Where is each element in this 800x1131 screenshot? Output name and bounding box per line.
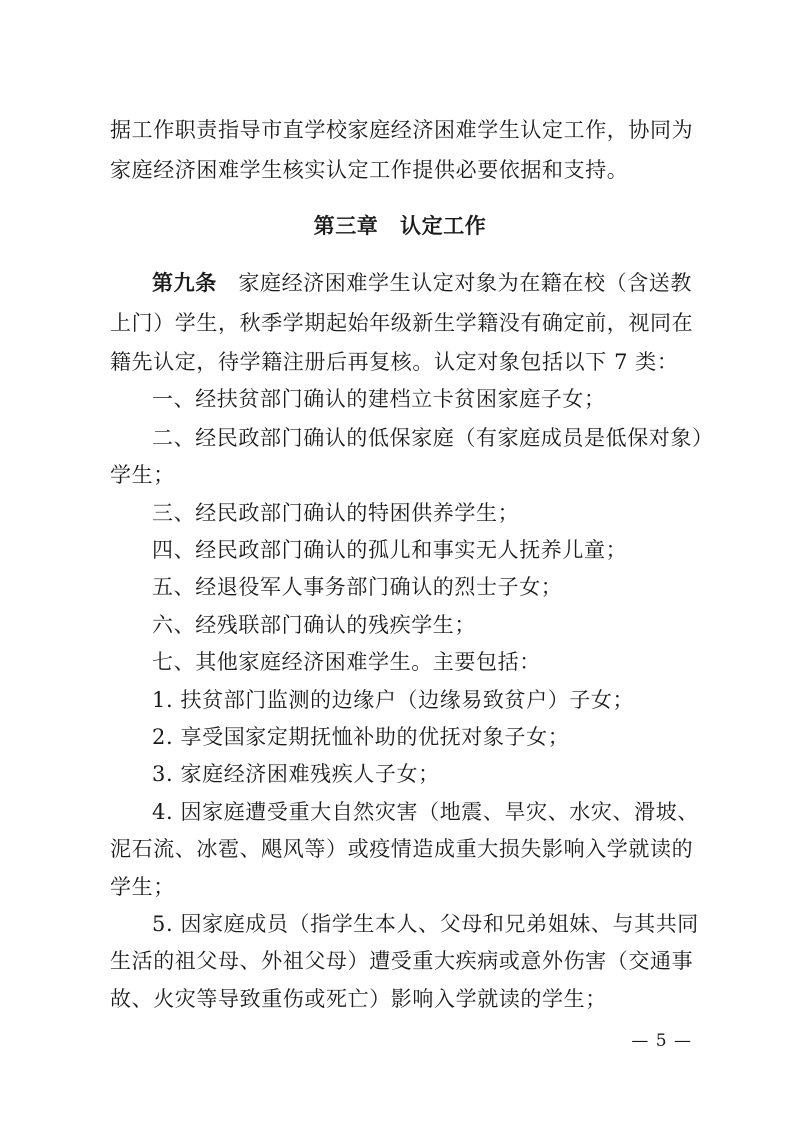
category-1: 一、经扶贫部门确认的建档立卡贫困家庭子女；	[152, 387, 606, 411]
sub-item-4-line-3: 学生；	[110, 875, 175, 899]
category-2-line-2: 学生；	[110, 463, 175, 487]
category-6: 六、经残联部门确认的残疾学生；	[152, 613, 476, 637]
sub-item-5-line-3: 故、火灾等导致重伤或死亡）影响入学就读的学生；	[110, 987, 607, 1011]
category-7: 七、其他家庭经济困难学生。主要包括：	[152, 650, 541, 674]
sub-item-4-line-2: 泥石流、冰雹、飓风等）或疫情造成重大损失影响入学就读的	[110, 837, 694, 861]
category-5: 五、经退役军人事务部门确认的烈士子女；	[152, 575, 563, 599]
article-9-line-1	[152, 268, 693, 298]
article-9-label: 第九条	[152, 271, 217, 295]
article-9-line-2: 上门）学生，秋季学期起始年级新生学籍没有确定前，视同在	[110, 311, 694, 335]
sub-item-2: 2. 享受国家定期抚恤补助的优抚对象子女；	[152, 725, 570, 749]
chapter-title: 第三章 认定工作	[313, 214, 487, 238]
article-9-line-3: 籍先认定，待学籍注册后再复核。认定对象包括以下 7 类：	[110, 350, 679, 374]
page-number: — 5 —	[631, 1031, 692, 1051]
category-4: 四、经民政部门确认的孤儿和事实无人抚养儿童；	[152, 538, 628, 562]
continuation-line-1: 据工作职责指导市直学校家庭经济困难学生认定工作，协同为	[110, 118, 694, 142]
category-3: 三、经民政部门确认的特困供养学生；	[152, 501, 520, 525]
category-2-line-1: 二、经民政部门确认的低保家庭（有家庭成员是低保对象）	[152, 426, 714, 450]
continuation-line-2: 家庭经济困难学生核实认定工作提供必要依据和支持。	[110, 158, 629, 182]
sub-item-5-line-2: 生活的祖父母、外祖父母）遭受重大疾病或意外伤害（交通事	[110, 949, 694, 973]
sub-item-4-line-1: 4. 因家庭遭受重大自然灾害（地震、旱灾、水灾、滑坡、	[152, 800, 699, 824]
sub-item-1: 1. 扶贫部门监测的边缘户（边缘易致贫户）子女；	[152, 688, 635, 712]
article-9-line-1-text: 家庭经济困难学生认定对象为在籍在校（含送教	[216, 271, 693, 295]
sub-item-3: 3. 家庭经济困难残疾人子女；	[152, 762, 440, 786]
sub-item-5-line-1: 5. 因家庭成员（指学生本人、父母和兄弟姐妹、与其共同	[152, 912, 699, 936]
